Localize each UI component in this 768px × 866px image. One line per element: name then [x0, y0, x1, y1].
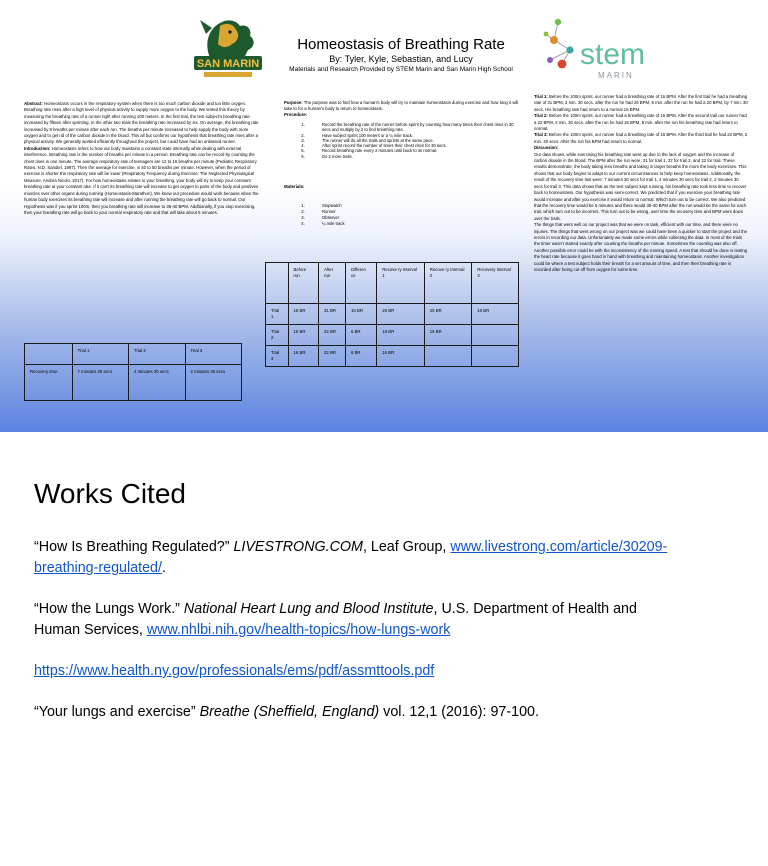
table-cell: 16 BR	[472, 304, 519, 325]
trial3-text: Before the 100m sprint, our runner had a breathing rate of 16 BPM. After the third trail he had 22 BPM, 2 min. 30 secs. After the run his BPM had return to normal.	[534, 132, 748, 144]
trial2-paragraph	[534, 113, 748, 132]
table-cell: 2 minutes 30 secs	[185, 365, 242, 401]
citation-title: “How the Lungs Work.”	[34, 601, 184, 617]
table-header-row	[266, 263, 519, 304]
san-marin-logo-text: SAN MARIN	[196, 58, 260, 70]
table-cell: Trial 2	[266, 325, 289, 346]
trial1-paragraph	[534, 94, 748, 113]
procedure-list	[284, 122, 520, 159]
citation-source: LIVESTRONG.COM	[233, 539, 363, 555]
step-number: 5.	[301, 148, 305, 154]
breathing-rate-table	[265, 262, 519, 367]
san-marin-mustang-logo	[190, 14, 266, 82]
table-cell: 6 BR	[345, 325, 376, 346]
table-cell: 7 minutes 30 secs	[72, 365, 128, 401]
step-text: After sprint record the number of times their chest rises for 30 secs.	[322, 143, 447, 149]
material-number: 3.	[301, 215, 305, 220]
purpose-label: Purpose:	[284, 100, 303, 105]
citation-link-cont[interactable]: breathing-regulated/	[34, 560, 162, 576]
citation-source: Breathe (Sheffield, England)	[199, 704, 380, 720]
table-cell: 16 BR	[424, 325, 472, 346]
citation-link[interactable]: www.nhlbi.nih.gov/health-topics/how-lungs-work	[146, 622, 451, 638]
citation-end: .	[161, 560, 166, 576]
material-text: ¼ mile track	[322, 221, 345, 226]
citation-end: vol. 12,1 (2016): 97-100.	[379, 704, 539, 720]
citation-livestrong	[34, 537, 714, 579]
poster	[0, 0, 768, 432]
materials-heading: Materials:	[284, 184, 305, 189]
table-cell: 31 BR	[319, 304, 346, 325]
stem-logo-text: stem	[580, 38, 646, 71]
step-text: Record breathing rate every 2 minutes until back to its normal.	[322, 148, 438, 154]
table-cell	[424, 346, 472, 367]
table-cell	[472, 325, 519, 346]
poster-title: Homeostasis of Breathing Rate	[297, 36, 505, 53]
poster-authors: By: Tyler, Kyle, Sebastian, and Lucy	[329, 54, 473, 64]
materials-list	[284, 203, 484, 227]
step-text: Do 2 more trails.	[322, 153, 353, 159]
table-cell: 16 BR	[288, 346, 319, 367]
purpose-paragraph	[284, 100, 520, 112]
step-text: Record the breathing rate of the runner before sprint by counting how many times their chest rises in 30 secs and multiply by 2 to find breathing rate.	[322, 122, 514, 133]
table-row	[25, 365, 242, 401]
citation-publisher-cont: Human Services,	[34, 622, 147, 638]
material-number: 2.	[301, 209, 305, 214]
table-header-cell: After run	[319, 263, 346, 304]
table-cell: Recovery time	[25, 365, 73, 401]
table-header-cell: Before run	[288, 263, 319, 304]
step-text: The runner will do all the trails and sprints at the same pace.	[322, 137, 434, 143]
stem-marin-logo	[540, 12, 650, 84]
table-header-cell: Recove ry Interval 1	[377, 263, 425, 304]
table-row	[266, 325, 519, 346]
left-column	[24, 101, 260, 216]
table-cell	[472, 346, 519, 367]
citation-publisher: , U.S. Department of Health and	[433, 601, 637, 617]
citation-breathe	[34, 702, 714, 723]
introduction-label: Introduction:	[24, 145, 51, 151]
step-number: 6.	[301, 153, 305, 159]
citation-link[interactable]: https://www.health.ny.gov/professionals/ems/pdf/assmttools.pdf	[34, 663, 435, 679]
purpose-text: The purpose was to find how a human's body will try to maintain homeostasis during exercise and how long it will take to for a human's body to return to homeostasis.	[284, 100, 519, 112]
table-header-cell	[266, 263, 289, 304]
table-cell: 18 BR	[377, 325, 425, 346]
material-number: 1.	[301, 203, 305, 208]
step-number: 2.	[301, 132, 305, 138]
table-cell: 4 minutes 30 secs	[129, 365, 185, 401]
trial1-text: Before the 100m sprint, our runner had a breathing rate of 16 BPM. After the first trail he had a breathing rate of 31 BPM, 2 min. 30 secs. after the run he had 26 BPM, 5 min. after the run he had a 20 BPM, by 7 min. 30 secs. His breathing rate had return to a normal 16 BPM.	[534, 94, 748, 112]
trial3-label: Trial 3:	[534, 132, 548, 138]
table-cell: 6 BR	[345, 346, 376, 367]
table-cell: 16 BR	[288, 325, 319, 346]
table-row	[266, 346, 519, 367]
material-text: Observer	[322, 215, 340, 220]
procedure-heading: Procedure:	[284, 112, 308, 117]
table-header-cell	[25, 344, 73, 365]
step-number: 3.	[301, 137, 305, 143]
right-column	[534, 94, 748, 273]
table-header-cell: Recove ry Interval 2	[424, 263, 472, 304]
abstract-paragraph	[24, 101, 260, 146]
table-header-row	[25, 344, 242, 365]
citation-title: “Your lungs and exercise”	[34, 704, 200, 720]
citation-link[interactable]: www.livestrong.com/article/30209-	[450, 539, 668, 555]
introduction-text: Homeostasis refers to how our body maintains a constant state internally while dealing with external interference. Breathing rate is the number of breaths per minute in a person. Breathing rate can be record by counting the chest rises in one minute. The average respiratory rate of teenagers are 12 to 16 breaths per minute (Pediatric Respiratory Rates, N.D. Sandiel, 1997). Then the average for exercise, is 40 to 50 breaths per minute. However, when the period of exercise is shorter the respiratory rate will be lower (Respiratory Frequency during Exercise: The Neglected Physiological Measure, Andrea Nicolo, 2017). For how homeostasis relates to your breathing, your body will try to keep your constant breathing rate at your constant rate. If it can't its breathing rate will increase to get oxygen to parts of the body and positives muscles over other organs during running (Homeostasis-Marathon). We knew our procedure would work because when the human body exercises its breathing rate will increase and after running the breathing rate will go back to normal. Our Hypothesis was if you sprint 100m, then you breathing rate will increase to 35-40 BPM. Additionally, if you stop exercising, then your breathing rate will go back to your normal respiratory rate and that will take about 5 minutes.	[24, 145, 259, 215]
trial2-label: Trial 2:	[534, 113, 548, 119]
works-cited-heading: Works Cited	[34, 478, 186, 509]
poster-credits: Materials and Research Provided by STEM Marin and San Marin High School	[289, 66, 513, 73]
table-header-cell: Trial 3	[185, 344, 242, 365]
discussion-label: Discussion:	[534, 145, 559, 151]
table-cell: 22 BR	[319, 325, 346, 346]
table-cell: 20 BR	[424, 304, 472, 325]
trial3-paragraph	[534, 132, 748, 145]
table-cell: Trial 3	[266, 346, 289, 367]
table-cell: 15 BR	[345, 304, 376, 325]
abstract-label: Abstract:	[24, 101, 43, 106]
citation-publisher: , Leaf Group,	[362, 539, 451, 555]
citation-health-ny	[34, 661, 714, 682]
step-number: 4.	[301, 143, 305, 149]
list-item	[284, 221, 484, 227]
table-header-cell: Trial 1	[72, 344, 128, 365]
introduction-paragraph	[24, 146, 260, 216]
material-text: Runner	[322, 209, 336, 214]
table-header-cell: Differen ce	[345, 263, 376, 304]
table-cell: 22 BR	[319, 346, 346, 367]
list-item	[284, 154, 520, 159]
citation-source: National Heart Lung and Blood Institute	[183, 601, 434, 617]
abstract-text: Homeostasis occurs in the respiratory system when there is too much carbon dioxide and too little oxygen. Breathing rate rises after a high level of physical activity to supply more oxygen to the body. We tested this theory by measuring the breathing rate of a runner right after running 100 meters. In the first trial, the test subject's breathing rate increased by fifteen after sprinting. In the other two trials the breathing rate increased by six. On average, the breathing rate increased by 8 breaths per minute after each run. The breaths per minute increased to help supply the body with more oxygen and to get rid of the carbon dioxide in the blood. This all but confirms our hypothesis that breathing rate rises after a physical activity. We generally worked efficiently throughout the project, but could have had an unbiased runner.	[24, 101, 259, 145]
trial2-text: Before the 100m sprint, our runner had a breathing rate of 16 BPM. After the second trail our runner had a 22 BPM, 2 min. 30 secs. after the run he had 18 BPM, 5 min. after the run his breathing rate had return to normal.	[534, 113, 747, 132]
table-cell: 16 BR	[377, 346, 425, 367]
step-number: 1.	[301, 122, 305, 127]
stem-logo-subtext: MARIN	[598, 71, 634, 80]
discussion-paragraph-2: The things that went well on our project was that we were on task, efficient with our time, and there were no injuries. The things that went wrong on our project was we could have been a quicker to start the project and the errors in recording our data. Unfortunately we made some errors while collecting the data. In most of the trials the timer wasn't started exactly after counting the breaths per minute. Sometimes the counting was also off. Another possible error could be with the inconsistency of the running speed. A test that should be done is testing the heart rate because it goes hand in hand with breathing and maintaining homeostasis. Another investigation could be where a test subject holds their breath for a set amount of time, and then their breathing rate is recorded after being cut off from oxygen for some time.	[534, 222, 748, 272]
table-header-cell: Recovery Interval 3	[472, 263, 519, 304]
table-row	[266, 304, 519, 325]
citation-nhlbi	[34, 599, 714, 641]
trial1-label: Trial 1:	[534, 94, 548, 99]
table-cell: Trial 1	[266, 304, 289, 325]
citation-title: “How Is Breathing Regulated?”	[34, 539, 234, 555]
table-header-cell: Trial 2	[129, 344, 185, 365]
recovery-time-table	[24, 343, 242, 401]
material-text: Stopwatch	[322, 203, 342, 208]
table-cell: 26 BR	[377, 304, 425, 325]
discussion-paragraph: Our data shows, while exercising his breathing rate went up due to the lack of oxygen and the increase of carbon dioxide in the blood. The BPM after the run were: 31 for trail 1, 22 for trail 2, and 22 for trail. These results demonstrate, the body taking less breaths and taking in larger breaths the more the body exercises. This shows that our body begins to adapt to our current circumstances to help keep homeostasis. Additionally, the result of the recovery time last were: 7 minutes 30 secs for trail 1, 4 minutes 30 secs for trail 2, 2 minutes 30 secs for trail 3. This data shows that as the test subject kept running, his breathing rate took less time to recover back to homeostasis. Our hypothesis was semi-correct. We predicted that if you exercise your breathing rate would increase and after you exercise it would return to normal. Which turn out to be correct. We also predicted that the recovery time would be 5 minutes and there would 30-40 BPM after the run would be the same for each trail, which turn out to be incorrect. This turn out to be wrong, over time the recovery time and BPM went down over the trails.	[534, 151, 747, 221]
step-text: Have subject sprint 100 meters or a ¼ mile track.	[322, 132, 413, 138]
list-item	[284, 122, 520, 133]
table-cell: 16 BR	[288, 304, 319, 325]
material-number: 4.	[301, 221, 305, 226]
